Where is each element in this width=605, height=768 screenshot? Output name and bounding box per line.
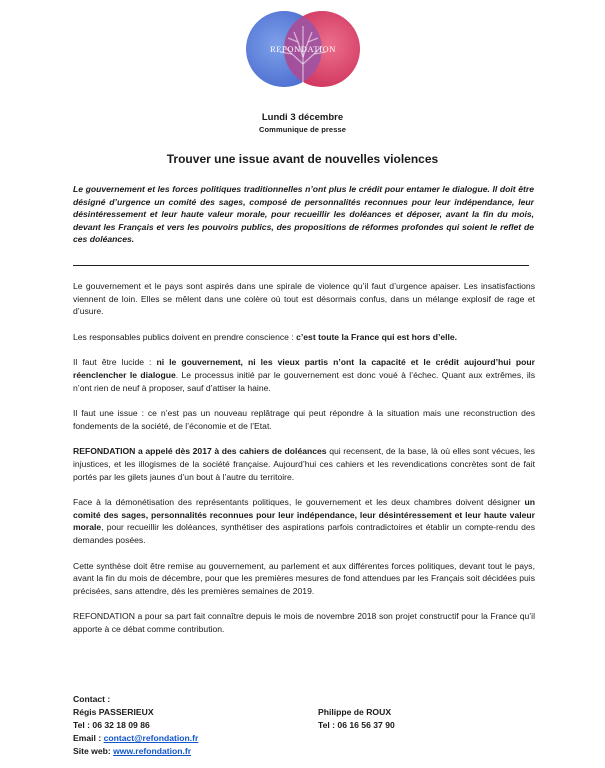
release-type: Communique de presse	[258, 125, 347, 134]
contact-phones-row	[73, 719, 535, 732]
website-link[interactable]: www.refondation.fr	[113, 746, 192, 756]
paragraph-8: REFONDATION a pour sa part fait connaître depuis le mois de novembre 2018 son projet constructif pour la France qu’il apporte à ce débat comme contribution.	[73, 611, 535, 634]
refondation-logo	[244, 2, 362, 96]
contact-website-row	[73, 745, 535, 758]
press-release-title: Trouver une issue avant de nouvelles violences	[166, 152, 439, 166]
paragraph-6: Face à la démonétisation des représentants politiques, le gouvernement et les deux chambres doivent désigner un comité des sages, personnalités reconnues pour leur indépendance, leur désintéressement et leur haute valeur morale, pour recueillir les doléances, synthétiser des aspirations parfois contradictoires et établir un compte-rendu des demandes posées.	[73, 497, 535, 545]
email-label: Email :	[73, 733, 104, 743]
email-link[interactable]: contact@refondation.fr	[103, 733, 199, 743]
paragraph-7: Cette synthèse doit être remise au gouvernement, au parlement et aux différentes forces politiques, devant tout le pays, avant la fin du mois de décembre, pour que les premières mesures de fond attendues par les Français soit décidées puis précisées, sans attendre, dès les premières semaines de 2019.	[73, 560, 535, 596]
paragraph-1: Le gouvernement et le pays sont aspirés dans une spirale de violence qu’il faut d’urgence apaiser. Les insatisfactions viennent de loin. Elles se mêlent dans une colère où tout est désormais confus, dans un mélange explosif de rage et d’usure.	[73, 281, 535, 317]
lead-paragraph: Le gouvernement et les forces politiques traditionnelles n’ont plus le crédit pour entamer le dialogue. Il doit être désigné d’urgence un comité des sages, composé de personnalités reconnues pour leur indépendance, leur désintéressement et leur haute valeur morale, pour recueillir les doléances et déposer, avant la fin du mois, devant les Français et vers les pouvoirs publics, des propositions de réformes profondes qui soient le reflet de ces doléances.	[73, 184, 534, 245]
logo-wordmark: REFONDATION	[269, 44, 337, 54]
body-text	[73, 280, 535, 648]
contact-email-row	[73, 732, 535, 745]
website-label: Site web:	[73, 746, 114, 756]
contact-phone-1: Tel : 06 32 18 09 86	[73, 720, 150, 730]
contact-phone-2: Tel : 06 16 56 37 90	[318, 720, 395, 730]
paragraph-4: Il faut une issue : ce n’est pas un nouveau replâtrage qui peut répondre à la situation mais une reconstruction des fondements de la société, de l’économie et de l’Etat.	[73, 408, 535, 431]
contact-names-row	[73, 706, 535, 719]
contact-name-1: Régis PASSERIEUX	[73, 707, 154, 717]
paragraph-2: Les responsables publics doivent en prendre conscience : c’est toute la France qui est hors d’elle.	[73, 331, 458, 342]
contact-block	[73, 693, 535, 758]
contact-name-2: Philippe de ROUX	[318, 707, 392, 717]
paragraph-5: REFONDATION a appelé dès 2017 à des cahiers de doléances qui recensent, de la base, là où elles sont vécues, les injustices, et les illogismes de la société française. Aujourd’hui ces cahiers et les revendications concrètes sont de fait portés par les gilets jaunes d’un bout à l’autre du territoire.	[73, 446, 535, 482]
release-date: Lundi 3 décembre	[261, 112, 344, 123]
paragraph-3: Il faut être lucide : ni le gouvernement, ni les vieux partis n’ont la capacité et le crédit aujourd’hui pour réenclencher le dialogue. Le processus initié par le gouvernement est donc voué à l’échec. Quant aux extrêmes, ils n’ont rien de neuf à proposer, sauf d’attiser la haine.	[73, 357, 535, 393]
separator-rule	[73, 265, 529, 266]
contact-heading: Contact :	[73, 694, 111, 704]
